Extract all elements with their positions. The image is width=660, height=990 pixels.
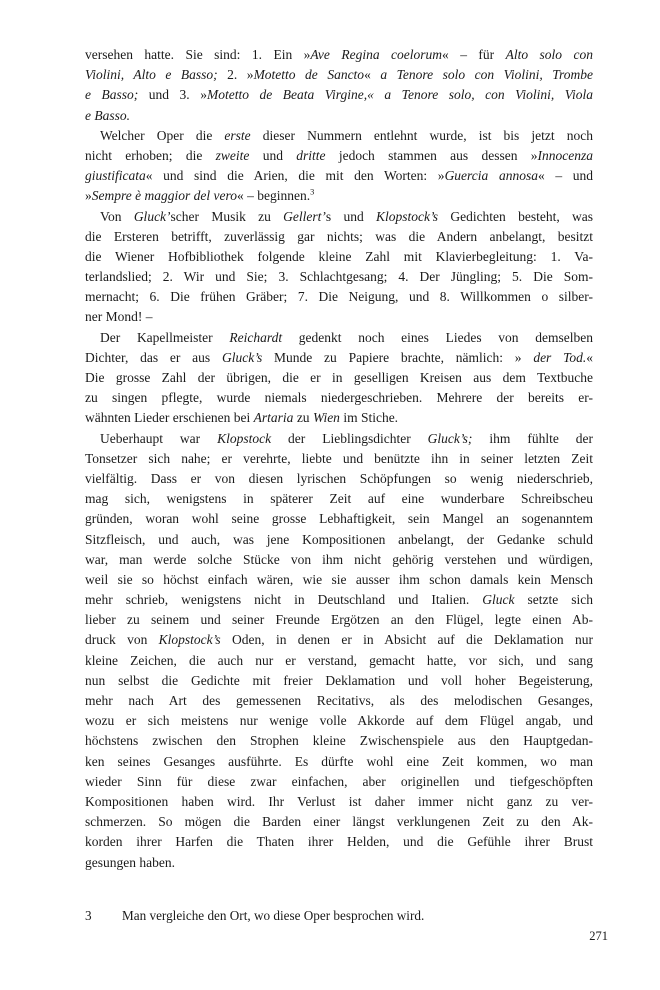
text-line: mehr schrieb, wenigstens nicht in Deutschland und Italien. Gluck setzte sich — [85, 592, 593, 608]
text-line: Violini, Alto e Basso; 2. »Motetto de Sancto« a Tenore solo con Violini, Trombe — [85, 67, 593, 83]
paragraph — [85, 45, 593, 126]
footnote-text: Man vergleiche den Ort, wo diese Oper besprochen wird. — [122, 907, 425, 923]
paragraph — [85, 207, 593, 328]
text-line: mernacht; 6. Die frühen Gräber; 7. Die Neigung, und 8. Willkommen o silber- — [85, 289, 593, 305]
text-line: Dichter, das er aus Gluck’s Munde zu Papiere brachte, nämlich: » der Tod.« — [85, 349, 593, 365]
text-line: lieber zu seinem und seiner Freunde Ergötzen an den Flügel, legte einen Ab- — [85, 612, 593, 628]
text-line: e Basso. — [85, 107, 130, 123]
footnote-marker: 3 — [85, 907, 92, 923]
text-line: Welcher Oper die erste dieser Nummern entlehnt wurde, ist bis jetzt noch — [100, 127, 593, 143]
text-line: war, man werde solche Stücke von ihm nicht gehörig verstehen und würdigen, — [85, 551, 593, 567]
text-line: zu singen pflegte, wurde niemals niedergeschrieben. Mehrere der bereits er- — [85, 390, 593, 406]
text-line: die Wiener Hofbibliothek folgende kleine Zahl mit Klavierbegleitung: 1. Va- — [85, 248, 593, 264]
text-line: nicht erhoben; die zweite und dritte jedoch stammen aus dessen »Innocenza — [85, 147, 593, 163]
text-line: nun selbst die Gedichte mit freier Deklamation und voll hoher Begeisterung, — [85, 672, 593, 688]
text-line: gesungen haben. — [85, 854, 175, 870]
text-line: Die grosse Zahl der übrigen, die er in geselligen Kreisen aus dem Textbuche — [85, 370, 593, 385]
text-line: Tonsetzer sich nahe; er verehrte, liebte und benützte ihn in seiner letzten Zeit — [85, 450, 593, 466]
text-line: wähnten Lieder erschienen bei Artaria zu Wien im Stiche. — [85, 410, 399, 426]
text-line: die Ersteren betrifft, zuverlässig gar nichts; was die Andern anbelangt, besitzt — [85, 228, 593, 244]
text-line: weil sie so höchst einfach wären, wie sie ausser ihm schon damals kein Mensch — [85, 571, 593, 587]
text-line: Sitzfleisch, und auch, was jene Kompositionen anbelangt, der Gedanke schuld — [85, 531, 593, 547]
text-line: höchstens zwischen den Strophen kleine Zwischenspiele aus den Hauptgedan- — [85, 733, 593, 749]
text-line: vielfältig. Dass er von diesen lyrischen Schöpfungen so wenig niederschrieb, — [85, 470, 593, 486]
page-number: 271 — [589, 929, 608, 943]
text-line: wieder Sinn für diese zwar einfachen, aber originellen und tiefgeschöpften — [85, 773, 593, 789]
text-line: Von Gluck’scher Musik zu Gellert’s und Klopstock’s Gedichten besteht, was — [100, 208, 593, 224]
text-line: e Basso; und 3. »Motetto de Beata Virgine,« a Tenore solo, con Violini, Viola — [85, 87, 593, 103]
text-line: giustificata« und sind die Arien, die mit den Worten: »Guercia annosa« – und — [85, 168, 593, 184]
footnote — [85, 906, 593, 925]
text-line: ner Mond! – — [85, 309, 153, 325]
text-line: Kompositionen haben wird. Ihr Verlust ist daher immer nicht ganz zu ver- — [85, 793, 593, 809]
text-line: mag sich, wenigstens in späterer Zeit auf eine wunderbare Schreibscheu — [85, 491, 593, 507]
text-line: wozu er sich meistens nur wenige volle Akkorde auf dem Flügel angab, und — [85, 713, 593, 729]
text-line: korden ihrer Harfen die Thaten ihrer Helden, und die Gefühle ihrer Brust — [85, 834, 593, 850]
page-body — [85, 45, 593, 925]
paragraph — [85, 328, 593, 429]
text-line: Der Kapellmeister Reichardt gedenkt noch eines Liedes von demselben — [100, 329, 593, 345]
paragraph — [85, 429, 593, 873]
paragraph — [85, 126, 593, 207]
text-line: terlandslied; 2. Wir und Sie; 3. Schlachtgesang; 4. Der Jüngling; 5. Die Som- — [85, 269, 593, 285]
text-line: druck von Klopstock’s Oden, in denen er in Absicht auf die Deklamation nur — [85, 632, 593, 648]
text-line: versehen hatte. Sie sind: 1. Ein »Ave Regina coelorum« – für Alto solo con — [85, 47, 593, 62]
text-line: »Sempre è maggior del vero« – beginnen.$^3$ — [85, 187, 315, 204]
text-line: Ueberhaupt war Klopstock der Lieblingsdichter Gluck’s; ihm fühlte der — [100, 430, 593, 446]
text-line: gründen, woran wohl seine grosse Lebhaftigkeit, sein Mangel an sogenanntem — [85, 511, 593, 527]
text-line: mehr nach Art des gemessenen Recitativs, als des melodischen Gesanges, — [85, 693, 593, 708]
text-line: schmerzen. So mögen die Barden einer längst verklungenen Zeit zu den Ak- — [85, 814, 593, 830]
text-line: kleine Zeichen, die auch nur er verstand, gemacht hatte, vor sich, und sang — [85, 652, 593, 668]
text-line: ken seines Gesanges ausführte. Es dürfte wohl eine Zeit kommen, wo man — [85, 753, 593, 769]
